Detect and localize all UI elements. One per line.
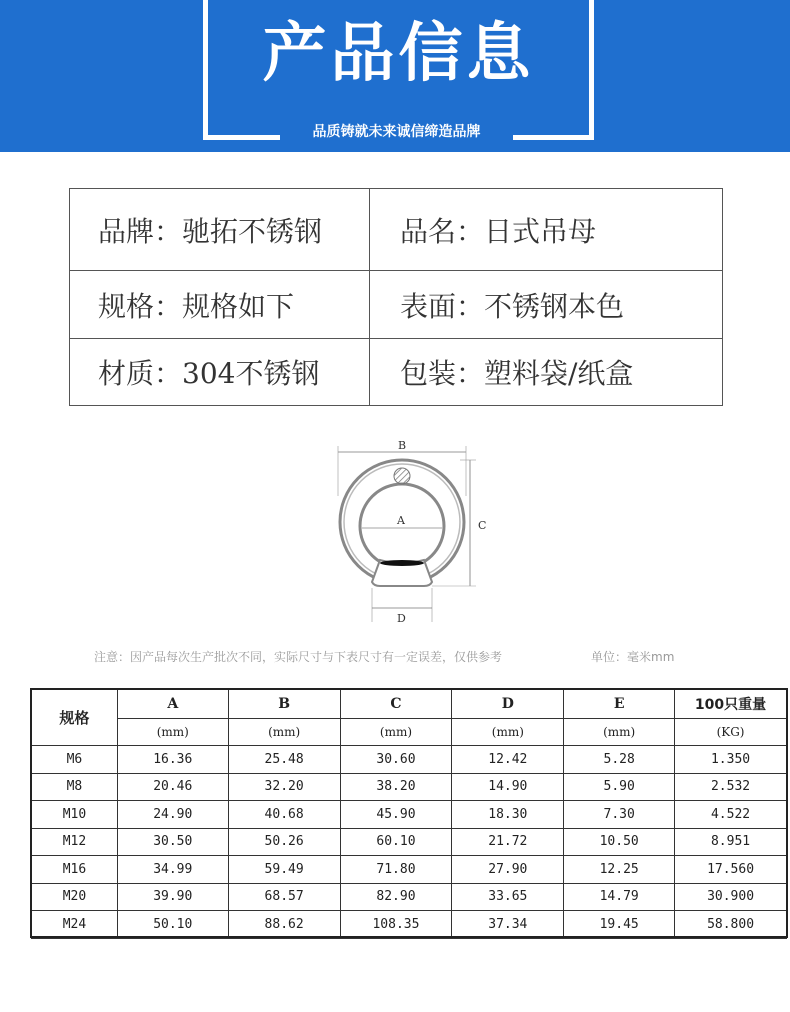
dimension-d-label: D (397, 612, 406, 625)
cross-section (394, 468, 410, 484)
table-row (32, 883, 787, 911)
table-cell: 7.30 (564, 801, 675, 829)
unit-note: 单位：毫米mm (591, 650, 675, 664)
info-row (70, 339, 722, 405)
table-cell: 17.560 (675, 856, 787, 884)
table-cell: 82.90 (340, 883, 452, 911)
spec-size-cell: M16 (32, 856, 118, 884)
table-cell: 20.46 (117, 773, 228, 801)
table-cell: 4.522 (675, 801, 787, 829)
column-header: A (117, 690, 228, 719)
product-info-table (69, 188, 723, 406)
eye-nut-diagram (320, 436, 500, 626)
dimension-c-label: C (478, 519, 487, 532)
dimension-b-label: B (398, 439, 407, 452)
table-cell: 18.30 (452, 801, 564, 829)
table-cell: 21.72 (452, 828, 564, 856)
table-cell: 60.10 (340, 828, 452, 856)
table-cell: 2.532 (675, 773, 787, 801)
table-row (32, 773, 787, 801)
table-cell: 19.45 (564, 911, 675, 939)
table-row (32, 828, 787, 856)
table-cell: 71.80 (340, 856, 452, 884)
spec-size-cell: M10 (32, 801, 118, 829)
table-cell: 12.25 (564, 856, 675, 884)
info-brand: 品牌：驰拓不锈钢 (70, 189, 370, 270)
info-product-name: 品名：日式吊母 (400, 214, 597, 248)
table-cell: 45.90 (340, 801, 452, 829)
table-cell: 30.900 (675, 883, 787, 911)
note-text: 注意：因产品每次生产批次不同，实际尺寸与下表尺寸有一定误差，仅供参考 (94, 650, 503, 664)
table-cell: 38.20 (340, 773, 452, 801)
spec-table-body (32, 746, 787, 939)
spec-column-header: 规格 (32, 690, 118, 746)
table-cell: 1.350 (675, 746, 787, 774)
table-cell: 30.60 (340, 746, 452, 774)
column-header: E (564, 690, 675, 719)
spec-size-cell: M12 (32, 828, 118, 856)
table-cell: 37.34 (452, 911, 564, 939)
column-header: B (228, 690, 340, 719)
table-cell: 108.35 (340, 911, 452, 939)
spec-table (31, 689, 787, 939)
table-cell: 50.10 (117, 911, 228, 939)
info-row (70, 189, 722, 271)
table-cell: 10.50 (564, 828, 675, 856)
info-material: 材质：304不锈钢 (70, 339, 370, 405)
table-cell: 68.57 (228, 883, 340, 911)
unit-cell: (mm) (117, 719, 228, 746)
column-header: 100只重量 (675, 690, 787, 719)
unit-row (32, 719, 787, 746)
info-packaging: 包装：塑料袋/纸盒 (400, 357, 634, 390)
spec-size-cell: M24 (32, 911, 118, 939)
info-spec: 规格：规格如下 (70, 271, 370, 338)
table-cell: 58.800 (675, 911, 787, 939)
unit-cell: (mm) (452, 719, 564, 746)
unit-cell: (mm) (564, 719, 675, 746)
table-cell: 14.90 (452, 773, 564, 801)
table-cell: 27.90 (452, 856, 564, 884)
table-cell: 88.62 (228, 911, 340, 939)
table-cell: 5.28 (564, 746, 675, 774)
table-cell: 12.42 (452, 746, 564, 774)
spec-size-cell: M20 (32, 883, 118, 911)
spec-header-row (32, 690, 787, 719)
spec-size-cell: M6 (32, 746, 118, 774)
table-row (32, 856, 787, 884)
column-header: D (452, 690, 564, 719)
unit-cell: (mm) (228, 719, 340, 746)
table-cell: 50.26 (228, 828, 340, 856)
table-cell: 25.48 (228, 746, 340, 774)
spec-size-cell: M8 (32, 773, 118, 801)
table-row (32, 801, 787, 829)
table-cell: 39.90 (117, 883, 228, 911)
info-surface: 表面：不锈钢本色 (400, 289, 625, 323)
unit-cell: (mm) (340, 719, 452, 746)
table-row (32, 911, 787, 939)
table-cell: 33.65 (452, 883, 564, 911)
table-cell: 59.49 (228, 856, 340, 884)
thread-opening (380, 560, 424, 566)
dimension-a-label: A (397, 514, 405, 527)
table-cell: 5.90 (564, 773, 675, 801)
table-row (32, 746, 787, 774)
table-cell: 40.68 (228, 801, 340, 829)
table-cell: 24.90 (117, 801, 228, 829)
unit-cell: (KG) (675, 719, 787, 746)
table-cell: 32.20 (228, 773, 340, 801)
table-cell: 34.99 (117, 856, 228, 884)
banner-title: 产品信息 (262, 17, 535, 91)
banner-subtitle: 品质铸就未来诚信缔造品牌 (312, 124, 481, 140)
disclaimer-note (94, 648, 675, 665)
table-cell: 16.36 (117, 746, 228, 774)
info-row (70, 271, 722, 339)
table-cell: 8.951 (675, 828, 787, 856)
table-cell: 30.50 (117, 828, 228, 856)
column-header: C (340, 690, 452, 719)
table-cell: 14.79 (564, 883, 675, 911)
